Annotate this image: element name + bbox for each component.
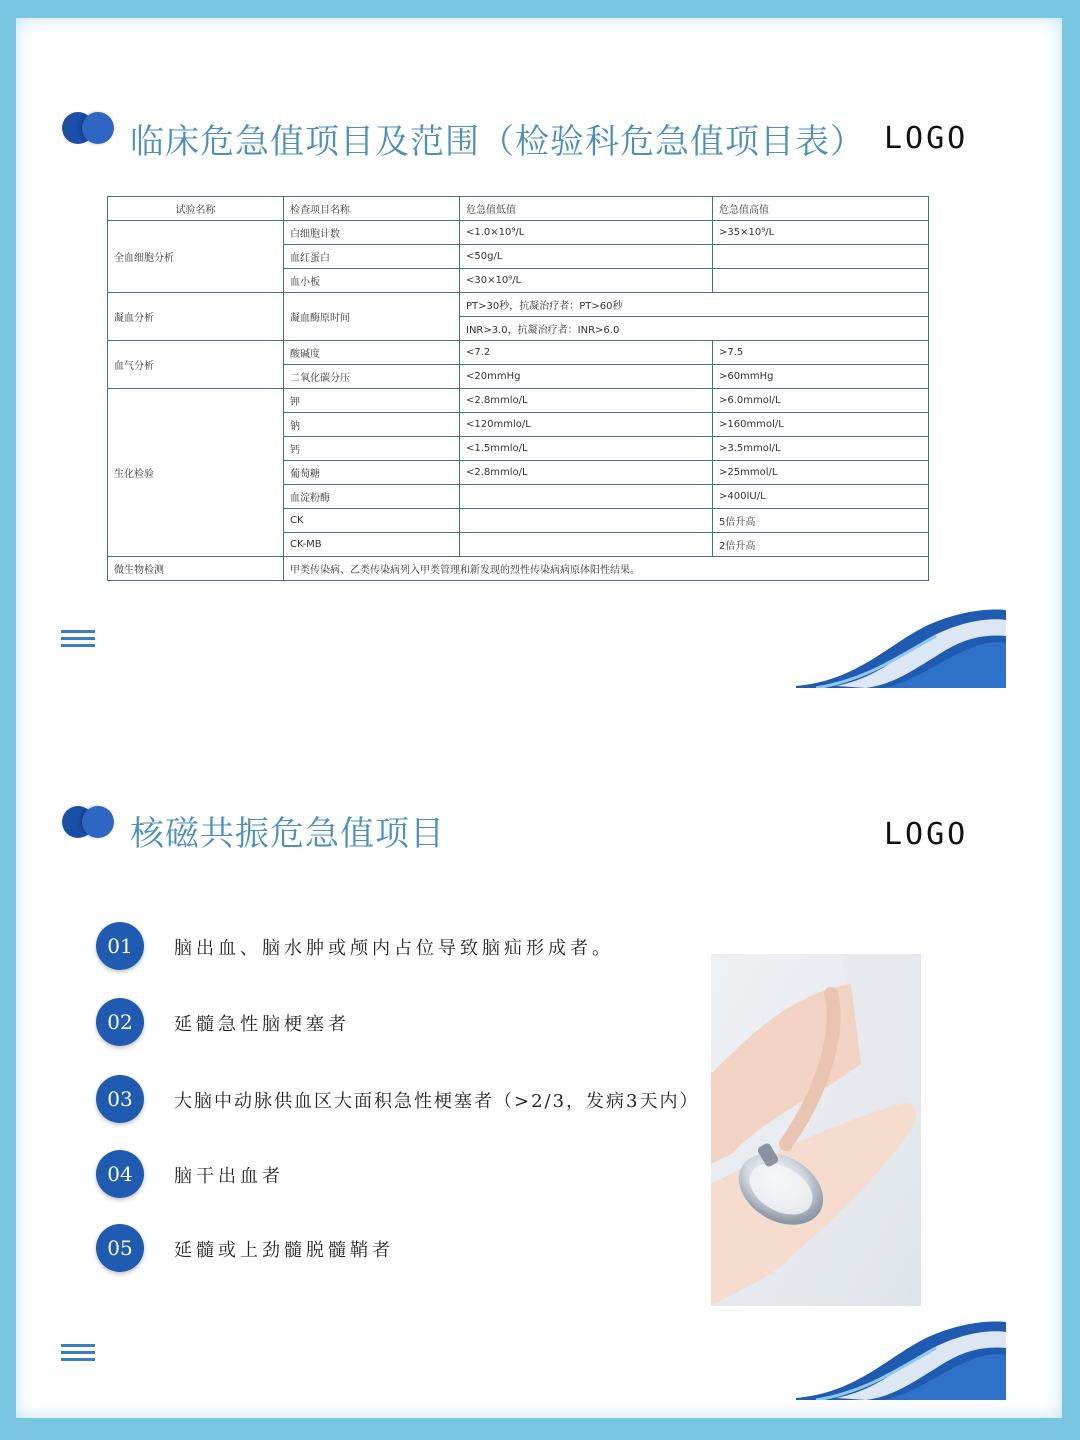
high-cell: 2倍升高 bbox=[713, 533, 929, 557]
high-cell: >400IU/L bbox=[713, 485, 929, 509]
page-frame bbox=[16, 18, 1062, 1418]
header-test-name: 试验名称 bbox=[108, 197, 284, 221]
low-cell: <2.8mmlo/L bbox=[460, 389, 713, 413]
micro-result-cell: 甲类传染病、乙类传染病列入甲类管理和新发现的烈性传染病病原体阳性结果。 bbox=[284, 557, 929, 581]
item-cell: 葡萄糖 bbox=[284, 461, 460, 485]
header-high-value: 危急值高值 bbox=[713, 197, 929, 221]
table-row bbox=[108, 557, 929, 581]
table-row bbox=[108, 293, 929, 317]
stethoscope-photo bbox=[711, 954, 921, 1306]
wave-decoration-icon bbox=[796, 606, 1006, 688]
high-cell: >35×10⁹/L bbox=[713, 221, 929, 245]
high-cell: >160mmol/L bbox=[713, 413, 929, 437]
group-cbc: 全血细胞分析 bbox=[108, 221, 284, 293]
coag-line2: INR>3.0，抗凝治疗者：INR>6.0 bbox=[460, 317, 929, 341]
menu-lines-icon bbox=[61, 1344, 95, 1365]
high-cell bbox=[713, 245, 929, 269]
logo-text: LOGO bbox=[884, 121, 969, 156]
high-cell: >3.5mmol/L bbox=[713, 437, 929, 461]
high-cell: >6.0mmol/L bbox=[713, 389, 929, 413]
low-cell: <120mmlo/L bbox=[460, 413, 713, 437]
item-cell: 钠 bbox=[284, 413, 460, 437]
item-text: 延髓急性脑梗塞者 bbox=[174, 1014, 350, 1035]
low-cell: <1.0×10⁹/L bbox=[460, 221, 713, 245]
item-cell: 二氧化碳分压 bbox=[284, 365, 460, 389]
wave-decoration-icon bbox=[796, 1318, 1006, 1400]
item-cell: 凝血酶原时间 bbox=[284, 293, 460, 341]
item-cell: 酸碱度 bbox=[284, 341, 460, 365]
title-dots-icon bbox=[62, 112, 118, 146]
low-cell: <30×10⁹/L bbox=[460, 269, 713, 293]
group-biochem: 生化检验 bbox=[108, 389, 284, 557]
low-cell bbox=[460, 509, 713, 533]
item-cell: 血小板 bbox=[284, 269, 460, 293]
menu-lines-icon bbox=[61, 630, 95, 651]
title-dots-icon bbox=[62, 806, 118, 840]
item-number-badge: 02 bbox=[96, 998, 144, 1046]
low-cell: <2.8mmlo/L bbox=[460, 461, 713, 485]
high-cell: >60mmHg bbox=[713, 365, 929, 389]
low-cell: <1.5mmlo/L bbox=[460, 437, 713, 461]
item-number-badge: 04 bbox=[96, 1150, 144, 1198]
high-cell bbox=[713, 269, 929, 293]
item-cell: 白细胞计数 bbox=[284, 221, 460, 245]
slide-mri-critical-values bbox=[16, 718, 1062, 1398]
slide1-title: 临床危急值项目及范围（检验科危急值项目表） bbox=[130, 122, 865, 162]
table-header-row bbox=[108, 197, 929, 221]
low-cell: <7.2 bbox=[460, 341, 713, 365]
item-text: 延髓或上劲髓脱髓鞘者 bbox=[174, 1240, 394, 1261]
group-coag: 凝血分析 bbox=[108, 293, 284, 341]
group-micro: 微生物检测 bbox=[108, 557, 284, 581]
critical-values-table bbox=[107, 196, 929, 581]
item-number-badge: 05 bbox=[96, 1224, 144, 1272]
item-cell: 钾 bbox=[284, 389, 460, 413]
low-cell: <20mmHg bbox=[460, 365, 713, 389]
slide-lab-critical-values bbox=[16, 18, 1062, 698]
item-text: 大脑中动脉供血区大面积急性梗塞者（>2/3，发病3天内） bbox=[174, 1091, 700, 1112]
item-cell: 血淀粉酶 bbox=[284, 485, 460, 509]
coag-line1: PT>30秒，抗凝治疗者：PT>60秒 bbox=[460, 293, 929, 317]
item-text: 脑出血、脑水肿或颅内占位导致脑疝形成者。 bbox=[174, 938, 614, 959]
low-cell: <50g/L bbox=[460, 245, 713, 269]
table-row bbox=[108, 389, 929, 413]
high-cell: >7.5 bbox=[713, 341, 929, 365]
item-cell: CK bbox=[284, 509, 460, 533]
header-item-name: 检查项目名称 bbox=[284, 197, 460, 221]
item-number-badge: 01 bbox=[96, 922, 144, 970]
low-cell bbox=[460, 485, 713, 509]
low-cell bbox=[460, 533, 713, 557]
item-number-badge: 03 bbox=[96, 1075, 144, 1123]
item-cell: CK-MB bbox=[284, 533, 460, 557]
item-cell: 钙 bbox=[284, 437, 460, 461]
high-cell: >25mmol/L bbox=[713, 461, 929, 485]
group-bloodgas: 血气分析 bbox=[108, 341, 284, 389]
item-cell: 血红蛋白 bbox=[284, 245, 460, 269]
header-low-value: 危急值低值 bbox=[460, 197, 713, 221]
logo-text: LOGO bbox=[884, 817, 969, 852]
high-cell: 5倍升高 bbox=[713, 509, 929, 533]
table-row bbox=[108, 341, 929, 365]
slide2-title: 核磁共振危急值项目 bbox=[130, 814, 445, 854]
table-row bbox=[108, 221, 929, 245]
item-text: 脑干出血者 bbox=[174, 1166, 284, 1187]
